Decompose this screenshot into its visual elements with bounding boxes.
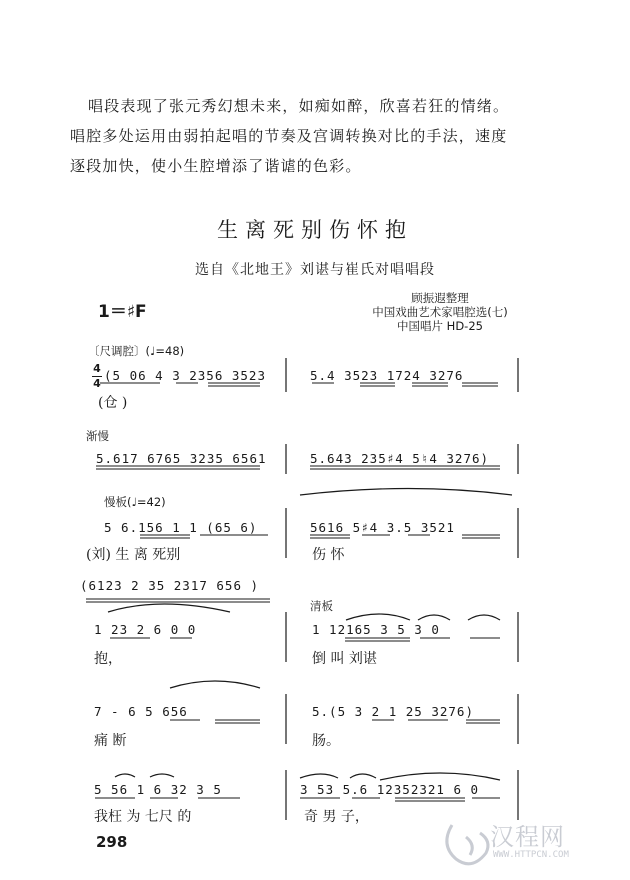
system4-measure2: 1 12165 3 5 3 0 [312,622,440,637]
system4-lyric1: 抱， [94,651,122,667]
key-signature: 1＝♯F [98,302,147,322]
system4-above: (6123 2 35 2317 656 ) [80,578,260,593]
slur [468,615,500,620]
slur [170,681,260,688]
system6-lyric1: 我枉 为 七尺 的 [94,809,192,825]
watermark-text: 汉程网 [490,823,565,851]
credit-arranger: 顾振遐整理 [411,291,469,305]
system1-measure1: (5 06 4 3 2356 3523 [104,368,266,383]
slur [346,614,410,620]
system3-lyric2: 伤 怀 [312,547,345,563]
system4-lyric2: 倒 叫 刘谌 [312,651,377,667]
slur [115,774,135,777]
system1-lyric: (仓 ) [98,395,128,411]
timesig-top: 4 [93,362,101,375]
intro-line-3: 逐段加快，使小生腔增添了谐谑的色彩。 [70,157,362,175]
system3-tempo: 慢板(♩=42) [104,495,166,509]
system2-direction: 渐慢 [86,429,109,443]
system6-lyric2: 奇 男 子， [304,809,369,825]
system1-tempo: 〔尺调腔〕(♩=48) [88,344,185,358]
system2-measure2: 5.643 235♯4 5♮4 3276) [310,451,490,466]
credit-record: 中国唱片 HD-25 [397,319,483,333]
slur [300,774,338,778]
system3-measure1: 5 6.156 1 1 (65 6) [104,520,258,535]
system3-measure2: 5616 5♯4 3.5 3521 [310,520,455,535]
system4-direction: 清板 [310,599,333,613]
slur [108,604,230,612]
system6-measure1: 5 56 1 6 32 3 5 [94,782,222,797]
timesig-bottom: 4 [93,377,101,390]
system4-measure1: 1 23 2 6 0 0 [94,622,197,637]
slur [380,773,500,780]
system1-measure2: 5.4 3523 1724 3276 [310,368,464,383]
credit-source: 中国戏曲艺术家唱腔选(七) [372,305,508,319]
system6-measure2: 3 53 5.6 12352321 6 0 [300,782,480,797]
system2-measure1: 5.617 6765 3235 6561 [96,451,267,466]
song-title: 生离死别伤怀抱 [217,218,413,242]
watermark-url: WWW.HTTPCN.COM [493,850,569,860]
system3-lyric1: (刘) 生 离 死别 [86,547,181,563]
slur [300,489,512,496]
system5-measure2: 5.(5 3 2 1 25 3276) [312,704,474,719]
song-subtitle: 选自《北地王》刘谌与崔氏对唱唱段 [195,262,435,278]
slur [350,774,376,778]
page-number: 298 [96,833,128,851]
slur [150,774,174,777]
system5-measure1: 7 - 6 5 656 [94,704,188,719]
intro-line-2: 唱腔多处运用由弱拍起唱的节奏及宫调转换对比的手法，速度 [70,127,508,145]
system5-lyric2: 肠。 [312,733,340,749]
intro-line-1: 唱段表现了张元秀幻想未来，如痴如醉，欣喜若狂的情绪。 [88,97,510,115]
system5-lyric1: 痛 断 [94,733,127,749]
slur [418,615,450,620]
